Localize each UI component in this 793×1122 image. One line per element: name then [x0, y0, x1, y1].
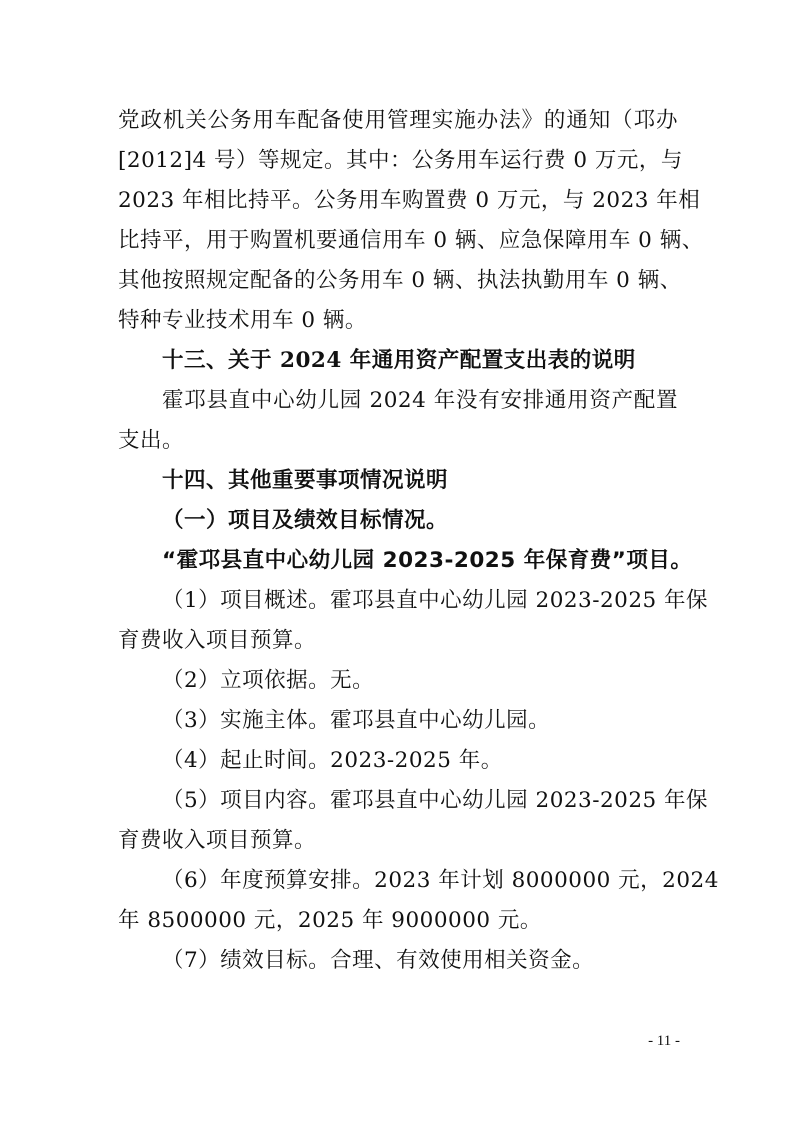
subsection-heading: （一）项目及绩效目标情况。 [162, 508, 449, 533]
page-number: - 11 - [648, 1033, 680, 1049]
body-text-line: 党政机关公务用车配备使用管理实施办法》的通知（邛办 [118, 108, 678, 133]
body-text-line: 霍邛县直中心幼儿园 2024 年没有安排通用资产配置 [162, 388, 678, 413]
list-item-line: （6）年度预算安排。2023 年计划 8000000 元，2024 [162, 868, 719, 893]
body-text-line: 比持平，用于购置机要通信用车 0 辆、应急保障用车 0 辆、 [118, 228, 704, 253]
body-text-line: 2023 年相比持平。公务用车购置费 0 万元，与 2023 年相 [118, 188, 701, 213]
list-item-line: （2）立项依据。无。 [162, 668, 375, 693]
body-text-line: 其他按照规定配备的公务用车 0 辆、执法执勤用车 0 辆、 [118, 268, 682, 293]
list-item-line: （1）项目概述。霍邛县直中心幼儿园 2023-2025 年保 [162, 588, 709, 613]
section-heading: 十四、其他重要事项情况说明 [162, 468, 449, 493]
body-text-line: 支出。 [118, 428, 185, 453]
list-item-line: （7）绩效目标。合理、有效使用相关资金。 [162, 948, 595, 973]
list-item-line: 育费收入项目预算。 [118, 628, 317, 653]
body-text-line: 特种专业技术用车 0 辆。 [118, 308, 367, 333]
list-item-line: （4）起止时间。2023-2025 年。 [162, 748, 503, 773]
list-item-line: 育费收入项目预算。 [118, 828, 317, 853]
project-title: “霍邛县直中心幼儿园 2023-2025 年保育费”项目。 [162, 548, 693, 573]
body-text-line: [2012]4 号）等规定。其中：公务用车运行费 0 万元，与 [118, 148, 683, 173]
list-item-line: 年 8500000 元，2025 年 9000000 元。 [118, 908, 542, 933]
list-item-line: （5）项目内容。霍邛县直中心幼儿园 2023-2025 年保 [162, 788, 709, 813]
section-heading: 十三、关于 2024 年通用资产配置支出表的说明 [162, 348, 636, 373]
list-item-line: （3）实施主体。霍邛县直中心幼儿园。 [162, 708, 551, 733]
